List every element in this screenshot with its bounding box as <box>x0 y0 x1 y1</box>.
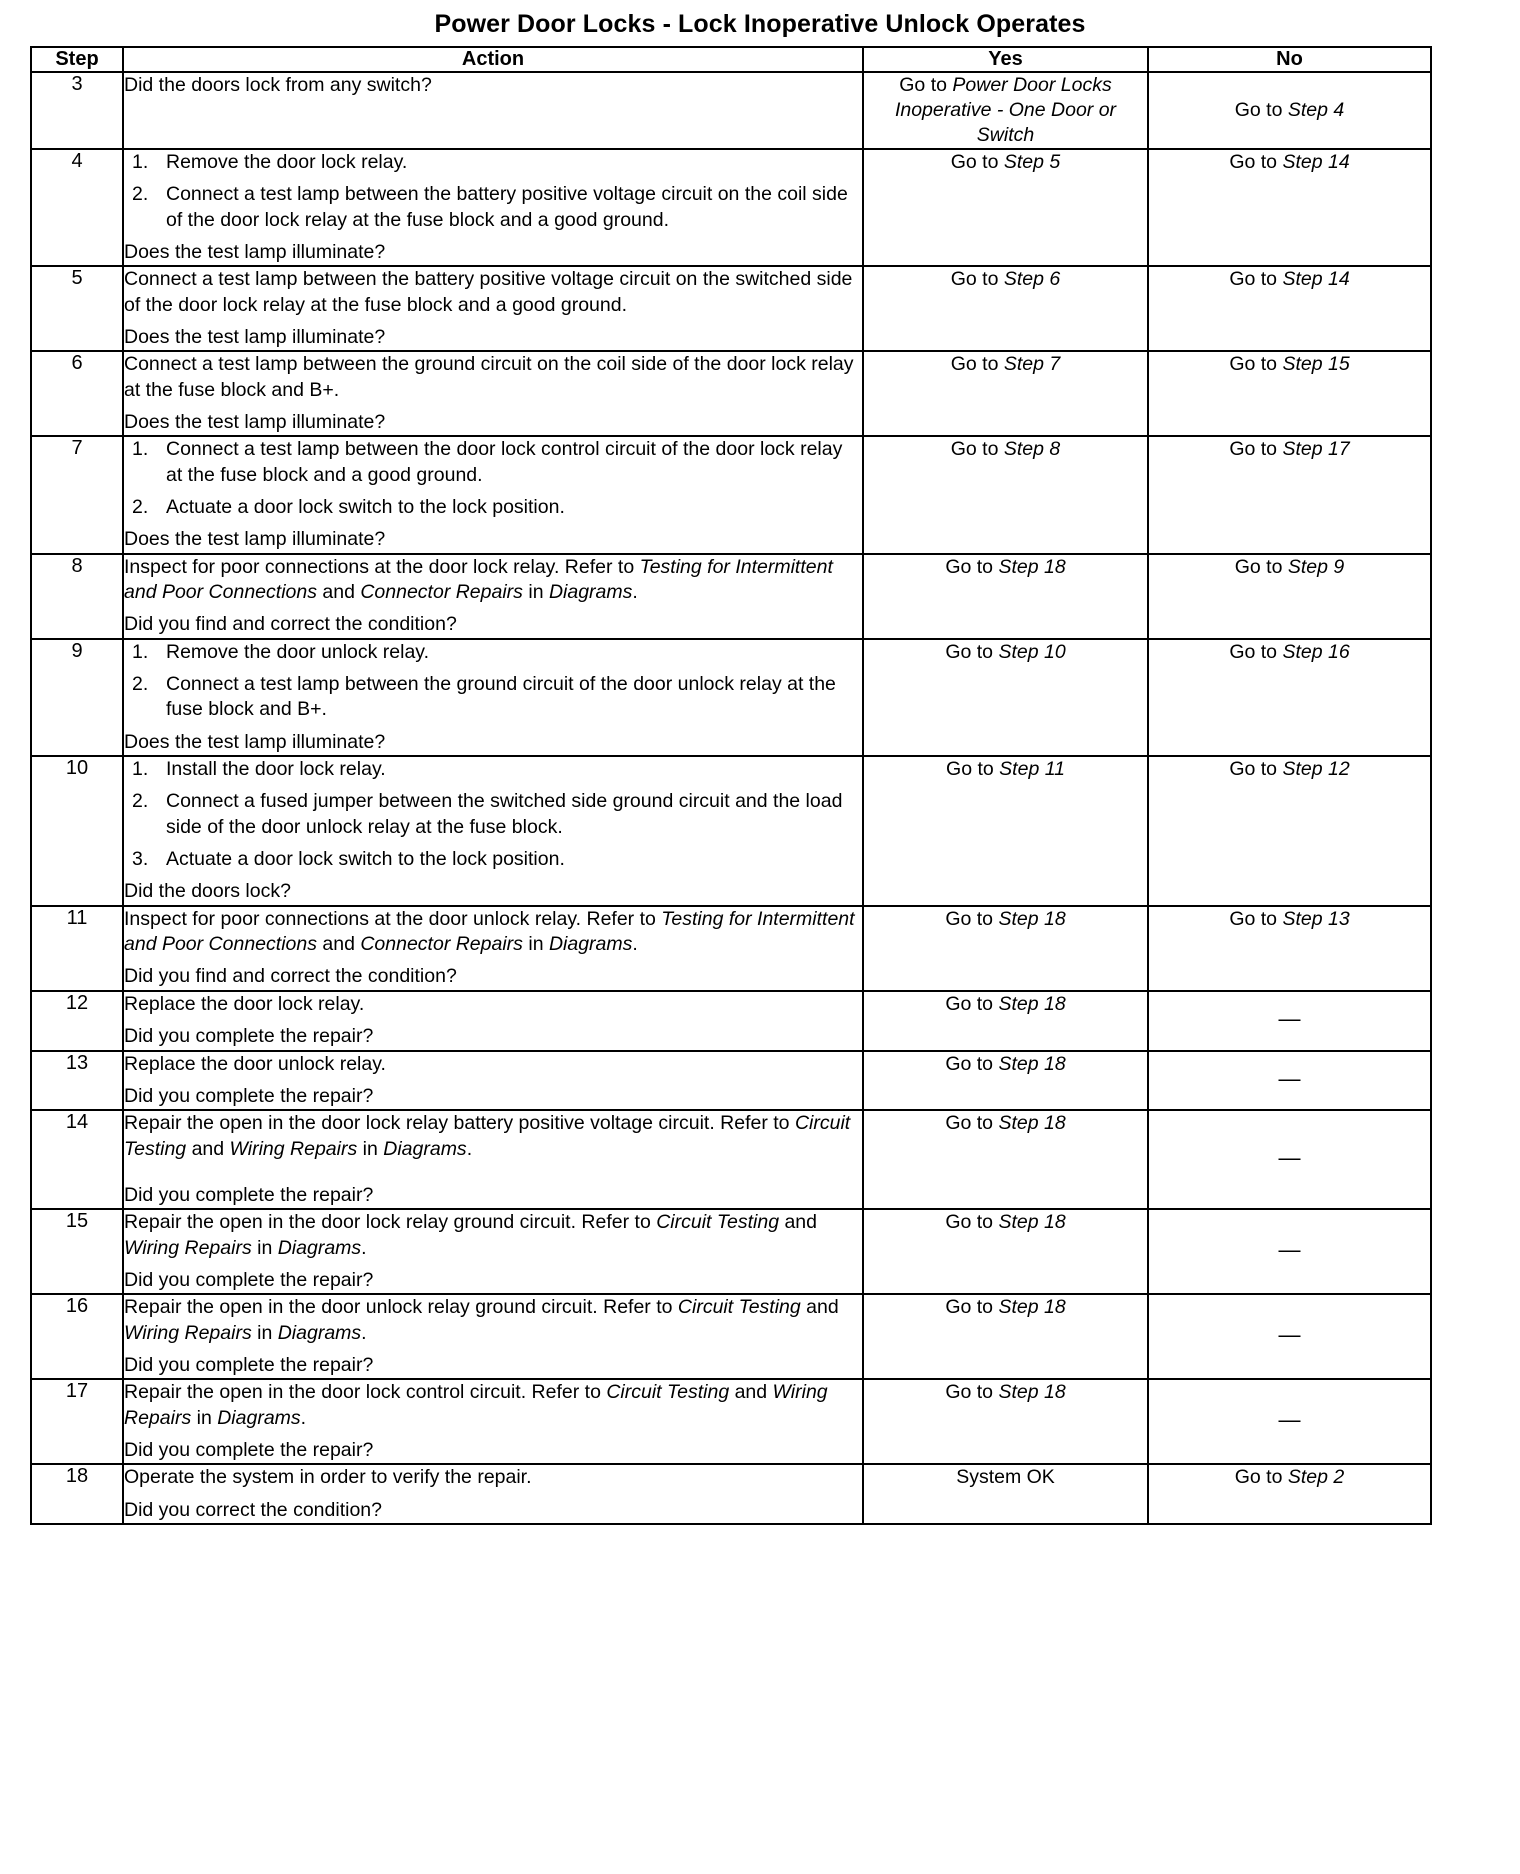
no-cell: Go to Step 12 <box>1148 756 1431 906</box>
table-row <box>31 266 1431 351</box>
action-step-text: Connect a test lamp between the ground circuit of the door unlock relay at the fuse block and B+. <box>166 673 836 721</box>
table-row <box>31 149 1431 266</box>
table-row <box>31 436 1431 553</box>
yes-cell: Go to Step 6 <box>863 266 1148 351</box>
action-cell <box>123 756 863 906</box>
action-step-list <box>124 640 862 723</box>
action-step-number: 2. <box>132 673 149 696</box>
action-question: Did you correct the condition? <box>124 1498 382 1521</box>
action-step-list <box>124 437 862 520</box>
action-cell <box>123 991 863 1051</box>
no-cell <box>1148 1051 1431 1111</box>
yes-cell: Go to Step 18 <box>863 1379 1148 1464</box>
action-cell <box>123 436 863 553</box>
table-row <box>31 72 1431 149</box>
page-title: Power Door Locks - Lock Inoperative Unlock Operates <box>434 10 1086 38</box>
table-row <box>31 991 1431 1051</box>
step-number: 14 <box>31 1110 123 1209</box>
yes-cell: Go to Power Door Locks Inoperative - One Door or Switch <box>863 72 1148 149</box>
action-text: Repair the open in the door lock control circuit. Refer to Circuit Testing and Wiring Repairs in Diagrams. <box>124 1381 828 1429</box>
action-cell <box>123 1379 863 1464</box>
action-cell <box>123 906 863 991</box>
step-number: 11 <box>31 906 123 991</box>
action-step-number: 1. <box>132 438 149 461</box>
action-cell <box>123 1051 863 1111</box>
action-text: Repair the open in the door lock relay battery positive voltage circuit. Refer to Circuit Testing and Wiring Repairs in Diagrams. <box>124 1112 851 1160</box>
dash-mark: — <box>1278 1322 1301 1348</box>
action-step-text: Remove the door unlock relay. <box>166 640 430 663</box>
no-cell: Go to Step 2 <box>1148 1464 1431 1524</box>
action-cell <box>123 639 863 756</box>
action-step-item <box>124 150 862 175</box>
action-step-number: 2. <box>132 495 149 518</box>
action-question: Does the test lamp illuminate? <box>124 325 386 348</box>
step-number: 18 <box>31 1464 123 1524</box>
step-number: 15 <box>31 1209 123 1294</box>
action-text: Replace the door unlock relay. <box>124 1052 386 1075</box>
table-row <box>31 1110 1431 1209</box>
action-cell <box>123 1294 863 1379</box>
action-question: Did you complete the repair? <box>124 1084 374 1107</box>
action-cell <box>123 554 863 639</box>
action-question: Did the doors lock from any switch? <box>124 74 432 96</box>
action-step-text: Actuate a door lock switch to the lock position. <box>166 495 565 518</box>
action-question: Does the test lamp illuminate? <box>124 240 386 263</box>
action-step-item <box>124 757 862 782</box>
step-number: 16 <box>31 1294 123 1379</box>
action-step-number: 2. <box>132 183 149 206</box>
step-number: 10 <box>31 756 123 906</box>
yes-cell: Go to Step 18 <box>863 1051 1148 1111</box>
action-text: Replace the door lock relay. <box>124 992 365 1015</box>
action-step-item <box>124 789 862 840</box>
action-step-text: Connect a test lamp between the battery positive voltage circuit on the coil side of the door lock relay at the fuse block and a good ground. <box>166 183 848 231</box>
yes-cell: Go to Step 11 <box>863 756 1148 906</box>
action-question: Did you find and correct the condition? <box>124 965 457 988</box>
action-cell <box>123 1209 863 1294</box>
step-number: 17 <box>31 1379 123 1464</box>
table-row <box>31 351 1431 436</box>
action-text: Connect a test lamp between the battery positive voltage circuit on the switched side of the door lock relay at the fuse block and a good ground. <box>124 268 853 316</box>
action-text: Inspect for poor connections at the door lock relay. Refer to Testing for Intermittent and Poor Connections and Connector Repairs in Diagrams. <box>124 555 833 604</box>
yes-cell: Go to Step 7 <box>863 351 1148 436</box>
table-row <box>31 1051 1431 1111</box>
no-cell: Go to Step 14 <box>1148 149 1431 266</box>
yes-cell: System OK <box>863 1464 1148 1524</box>
dash-mark: — <box>1278 1237 1301 1263</box>
table-row <box>31 1209 1431 1294</box>
no-cell <box>1148 1209 1431 1294</box>
column-header-step: Step <box>31 47 123 72</box>
no-cell: Go to Step 4 <box>1148 72 1431 149</box>
action-step-number: 1. <box>132 150 149 173</box>
no-cell: Go to Step 15 <box>1148 351 1431 436</box>
action-text: Connect a test lamp between the ground circuit on the coil side of the door lock relay at the fuse block and B+. <box>124 353 854 401</box>
action-question: Does the test lamp illuminate? <box>124 410 386 433</box>
no-cell: Go to Step 9 <box>1148 554 1431 639</box>
step-number: 6 <box>31 351 123 436</box>
table-row <box>31 1464 1431 1524</box>
step-number: 9 <box>31 639 123 756</box>
table-row <box>31 639 1431 756</box>
no-cell <box>1148 1294 1431 1379</box>
yes-cell: Go to Step 5 <box>863 149 1148 266</box>
action-step-number: 3. <box>132 848 149 871</box>
action-step-number: 1. <box>132 758 149 781</box>
column-header-no: No <box>1148 47 1431 72</box>
yes-cell: Go to Step 18 <box>863 554 1148 639</box>
action-question: Did you complete the repair? <box>124 1438 374 1461</box>
no-cell <box>1148 1110 1431 1209</box>
step-number: 4 <box>31 149 123 266</box>
yes-cell: Go to Step 18 <box>863 1209 1148 1294</box>
action-cell <box>123 266 863 351</box>
action-question: Did the doors lock? <box>124 880 291 903</box>
action-cell <box>123 351 863 436</box>
dash-mark: — <box>1278 1065 1301 1091</box>
action-step-list <box>124 757 862 872</box>
action-text: Repair the open in the door lock relay ground circuit. Refer to Circuit Testing and Wiring Repairs in Diagrams. <box>124 1211 817 1259</box>
action-step-item <box>124 437 862 488</box>
action-cell <box>123 1110 863 1209</box>
action-question: Did you complete the repair? <box>124 1183 374 1206</box>
no-cell: Go to Step 17 <box>1148 436 1431 553</box>
action-text: Repair the open in the door unlock relay ground circuit. Refer to Circuit Testing and Wiring Repairs in Diagrams. <box>124 1296 839 1344</box>
action-question: Did you complete the repair? <box>124 1025 374 1048</box>
step-number: 12 <box>31 991 123 1051</box>
action-question: Did you find and correct the condition? <box>124 613 457 636</box>
yes-cell: Go to Step 18 <box>863 906 1148 991</box>
action-question: Does the test lamp illuminate? <box>124 528 386 551</box>
yes-cell: Go to Step 8 <box>863 436 1148 553</box>
action-cell <box>123 72 863 149</box>
spacer <box>124 1162 862 1176</box>
no-cell: Go to Step 13 <box>1148 906 1431 991</box>
table-row <box>31 756 1431 906</box>
dash-mark: — <box>1278 1407 1301 1433</box>
action-step-number: 1. <box>132 640 149 663</box>
step-number: 5 <box>31 266 123 351</box>
action-question: Did you complete the repair? <box>124 1268 374 1291</box>
yes-cell: Go to Step 18 <box>863 991 1148 1051</box>
action-step-number: 2. <box>132 790 149 813</box>
action-step-item <box>124 182 862 233</box>
dash-mark: — <box>1278 1145 1301 1171</box>
action-step-text: Install the door lock relay. <box>166 758 386 781</box>
yes-cell: Go to Step 10 <box>863 639 1148 756</box>
action-step-text: Connect a fused jumper between the switched side ground circuit and the load side of the door unlock relay at the fuse block. <box>166 790 843 838</box>
no-cell: Go to Step 16 <box>1148 639 1431 756</box>
no-cell <box>1148 991 1431 1051</box>
table-row <box>31 1294 1431 1379</box>
step-number: 8 <box>31 554 123 639</box>
action-step-text: Actuate a door lock switch to the lock position. <box>166 848 565 871</box>
column-header-action: Action <box>123 47 863 72</box>
table-header <box>31 47 1431 72</box>
step-number: 13 <box>31 1051 123 1111</box>
action-question: Does the test lamp illuminate? <box>124 730 386 753</box>
action-step-text: Connect a test lamp between the door lock control circuit of the door lock relay at the fuse block and a good ground. <box>166 438 843 486</box>
action-step-list <box>124 150 862 233</box>
step-number: 7 <box>31 436 123 553</box>
action-step-item <box>124 847 862 872</box>
action-cell <box>123 149 863 266</box>
yes-cell: Go to Step 18 <box>863 1110 1148 1209</box>
table-row <box>31 554 1431 639</box>
action-text: Operate the system in order to verify the repair. <box>124 1466 532 1489</box>
action-step-item <box>124 640 862 665</box>
step-number: 3 <box>31 72 123 149</box>
action-cell <box>123 1464 863 1524</box>
table-row <box>31 906 1431 991</box>
action-step-text: Remove the door lock relay. <box>166 150 408 173</box>
no-cell: Go to Step 14 <box>1148 266 1431 351</box>
action-question: Did you complete the repair? <box>124 1353 374 1376</box>
diagnostic-table <box>30 46 1432 1525</box>
table-row <box>31 1379 1431 1464</box>
action-text: Inspect for poor connections at the door unlock relay. Refer to Testing for Intermittent and Poor Connections and Connector Repairs in Diagrams. <box>124 907 855 956</box>
action-step-item <box>124 672 862 723</box>
yes-cell: Go to Step 18 <box>863 1294 1148 1379</box>
dash-mark: — <box>1278 1006 1301 1032</box>
table-body <box>31 72 1431 1524</box>
column-header-yes: Yes <box>863 47 1148 72</box>
no-cell <box>1148 1379 1431 1464</box>
action-step-item <box>124 495 862 520</box>
